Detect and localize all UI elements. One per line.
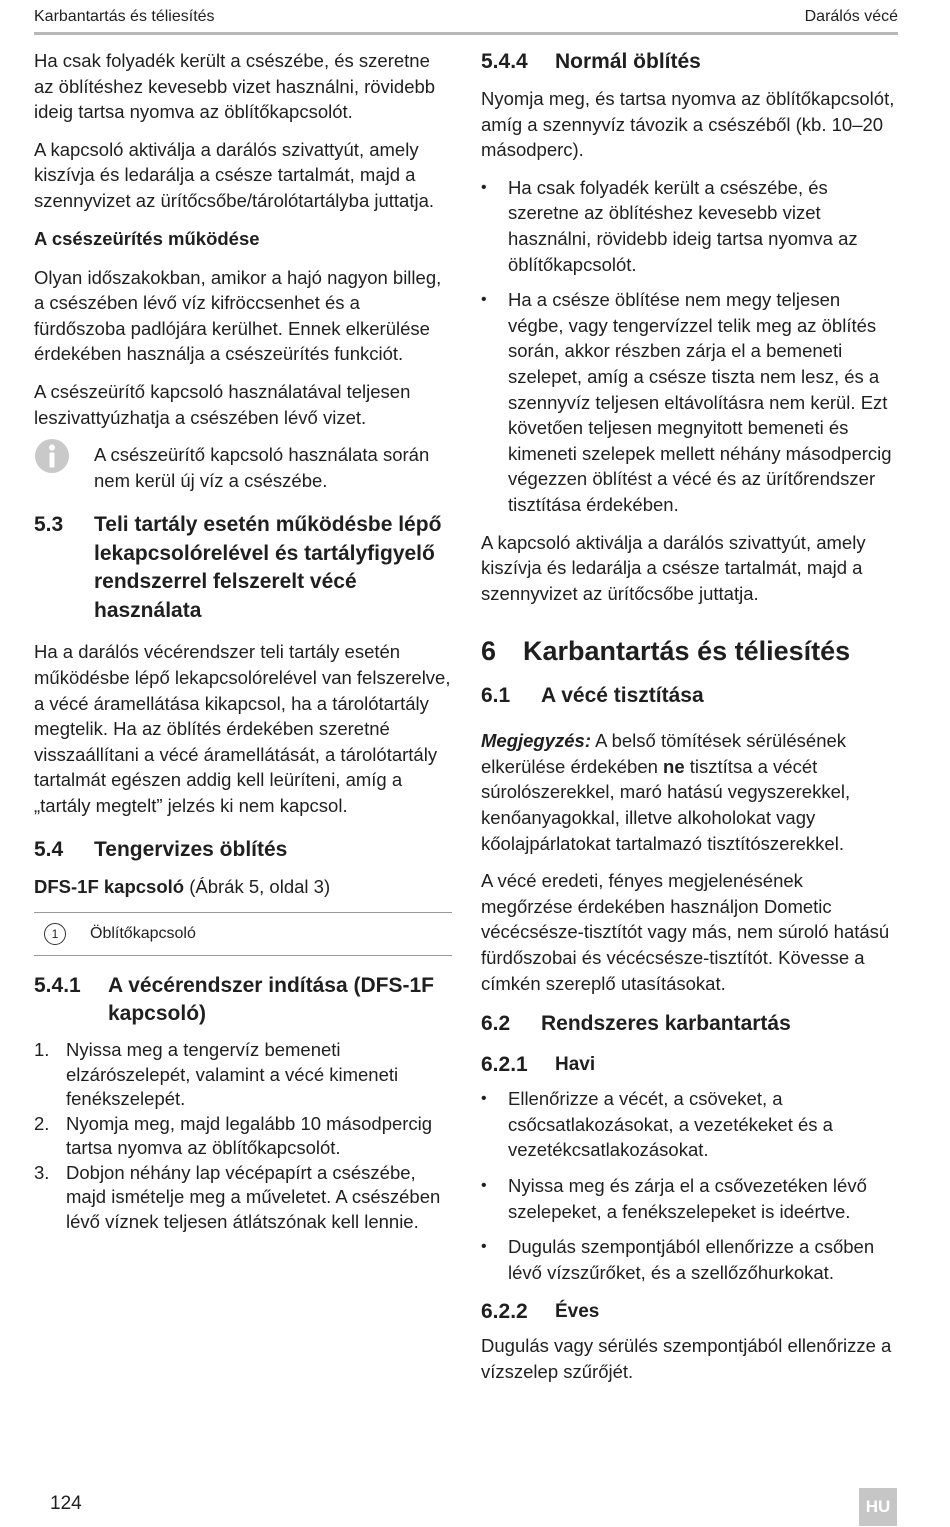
- section-title: Rendszeres karbantartás: [541, 1012, 791, 1036]
- bullet-dot: •: [481, 1177, 487, 1194]
- chapter-number: 6: [481, 636, 497, 667]
- paragraph: A kapcsoló aktiválja a darálós szivattyút, amely kiszívja és ledarálja a csésze tartalmát, majd a szennyvizet az ürítőcsőbe juttatja.: [481, 531, 866, 604]
- list-item: [34, 1112, 452, 1161]
- bullet-dot: •: [481, 178, 487, 196]
- switch-name: DFS-1F kapcsoló: [34, 876, 185, 898]
- bullet-text: Dugulás szempontjából ellenőrizze a csőben lévő vízszűrőket, és a szellőzőhurkokat.: [508, 1236, 875, 1283]
- legend-number: 1: [44, 923, 66, 945]
- language-badge: HU: [859, 1488, 897, 1526]
- step-text: Nyissa meg a tengervíz bemeneti elzárószelepét, valamint a vécé kimeneti fenékszelepét.: [66, 1039, 399, 1110]
- section-6-2-1-heading: [481, 1052, 899, 1078]
- flush-bullets: [481, 175, 899, 518]
- paragraph: A vécé eredeti, fényes megjelenésének megőrzése érdekében használjon Dometic vécécsésze-tisztítót vagy más, nem súroló hatású fürdőszobai és vécécsésze-tisztítót. Kövesse a címkén szereplő utasításokat.: [481, 870, 890, 994]
- figure-reference: [34, 874, 452, 900]
- figure-ref-text: (Ábrák 5, oldal 3): [184, 876, 331, 898]
- legend-label: Öblítőkapcsoló: [90, 925, 196, 943]
- list-item: [34, 1161, 452, 1235]
- bullet-dot: •: [481, 1090, 487, 1108]
- bullet-text: Ellenőrizze a vécét, a csöveket, a csőcsatlakozásokat, a vezetékeket és a vezetékcsatlakozásokat.: [508, 1088, 833, 1161]
- left-column: [34, 48, 452, 1234]
- info-note: [34, 442, 452, 493]
- note-label: Megjegyzés:: [481, 730, 592, 752]
- list-item: [481, 1086, 899, 1163]
- section-number: 6.2: [481, 1012, 511, 1036]
- section-title: Teli tartály esetén működésbe lépő lekapcsolórelével és tartályfigyelő rendszerrel felszerelt vécé használata: [94, 513, 442, 622]
- section-6-2-2-heading: [481, 1299, 899, 1325]
- page-number: 124: [50, 1493, 82, 1514]
- section-title: Normál öblítés: [555, 50, 701, 73]
- paragraph: Ha a darálós vécérendszer teli tartály esetén működésbe lépő lekapcsolórelével van felszerelve, a vécé áramellátása kikapcsol, ha a tárolótartály megtelik. Ha az öblítés érdekében szeretné visszaállítani a vécé áramellátását, a tárolótartály tartalmát egészen addig kell leüríteni, amíg a „tartály megtelt” jelzés ki nem kapcsol.: [34, 641, 451, 816]
- list-item: [34, 1038, 452, 1112]
- info-icon: [34, 438, 70, 474]
- paragraph: A csészeürítő kapcsoló használatával teljesen leszivattyúzhatja a csészében lévő vizet.: [34, 380, 411, 428]
- section-6-2-heading: [481, 1010, 899, 1038]
- step-number: 2.: [34, 1112, 50, 1134]
- list-item: [481, 1173, 899, 1224]
- section-number: 5.4: [34, 838, 64, 862]
- step-number: 1.: [34, 1039, 50, 1061]
- note-text: A csészeürítő kapcsoló használata során nem kerül új víz a csészébe.: [94, 444, 430, 491]
- section-title: Éves: [555, 1301, 600, 1323]
- component-legend: [34, 912, 452, 956]
- bullet-text: Ha a csésze öblítése nem megy teljesen végbe, vagy tengervízzel telik meg az öblítés során, akkor részben zárja el a bemeneti szelepet, amíg a csésze tiszta nem lesz, és a szennyvíz teljesen eltávolításra nem kerül. Ezt követően teljesen megnyitott bemeneti és kimeneti szelepek mellett néhány másodpercig végezzen öblítést a vécé és az ürítőrendszer tisztítása érdekében.: [508, 289, 892, 515]
- section-6-1-heading: [481, 682, 899, 710]
- section-5-4-heading: [34, 836, 452, 864]
- bullet-text: Ha csak folyadék került a csészébe, és szeretne az öblítéshez kevesebb vizet használni, rövidebb ideig tartsa nyomva az öblítőkapcsolót.: [508, 176, 858, 275]
- list-item: [481, 175, 899, 277]
- list-item: [481, 1234, 899, 1285]
- chapter-title: Karbantartás és téliesítés: [523, 636, 851, 667]
- step-number: 3.: [34, 1161, 50, 1183]
- section-number: 6.1: [481, 684, 511, 708]
- bullet-text: Nyissa meg és zárja el a csővezetéken lévő szelepeket, a fenékszelepeket is ideértve.: [508, 1175, 867, 1222]
- paragraph: Dugulás vagy sérülés szempontjából ellenőrizze a vízszelep szűrőjét.: [481, 1335, 892, 1382]
- note-text: A belső tömítések sérülésének elkerülése érdekében: [481, 730, 847, 777]
- paragraph: Olyan időszakokban, amikor a hajó nagyon billeg, a csészében lévő víz kifröccsenhet és a fürdőszoba padlójára kerülhet. Ennek elkerülése érdekében használja a csészeürítés funkciót.: [34, 266, 442, 365]
- cleaning-note: [481, 728, 899, 856]
- section-number: 5.4.4: [481, 50, 528, 73]
- monthly-bullets: [481, 1086, 899, 1285]
- step-text: Dobjon néhány lap vécépapírt a csészébe, majd ismételje meg a műveletet. A csészében lévő víznek teljesen átlátszónak kell lennie.: [66, 1161, 441, 1232]
- header-chapter: Karbantartás és téliesítés: [34, 8, 215, 25]
- section-title: A vécérendszer indítása (DFS-1F kapcsoló): [108, 974, 434, 1026]
- chapter-6-heading: [481, 634, 899, 668]
- paragraph: Nyomja meg, és tartsa nyomva az öblítőkapcsolót, amíg a szennyvíz távozik a csészéből (kb. 10–20 másodperc).: [481, 88, 895, 161]
- subheading-bowl-empty: A csészeürítés működése: [34, 227, 260, 249]
- step-text: Nyomja meg, majd legalább 10 másodpercig tartsa nyomva az öblítőkapcsolót.: [66, 1112, 433, 1159]
- section-title: Tengervizes öblítés: [94, 838, 288, 862]
- list-item: [481, 287, 899, 517]
- right-column: [481, 48, 899, 1397]
- section-number: 5.3: [34, 513, 64, 537]
- section-number: 5.4.1: [34, 974, 81, 998]
- section-5-3-heading: [34, 511, 452, 625]
- bullet-dot: •: [481, 1238, 487, 1256]
- start-steps-list: [34, 1038, 452, 1234]
- bullet-dot: •: [481, 291, 487, 309]
- page-header: [34, 6, 898, 35]
- note-text: tisztítsa a vécét súrolószerekkel, maró hatású vegyszerekkel, kenőanyagokkal, illetve alkoholokat vagy kőolajpárlatokat tartalmazó tisztítószerekkel.: [481, 755, 851, 854]
- section-title: Havi: [555, 1054, 596, 1076]
- note-emphasis: ne: [663, 755, 685, 777]
- header-product: Darálós vécé: [804, 8, 898, 25]
- paragraph: Ha csak folyadék került a csészébe, és szeretne az öblítéshez kevesebb vizet használni, rövidebb ideig tartsa nyomva az öblítőkapcsolót.: [34, 50, 436, 123]
- section-number: 6.2.1: [481, 1053, 528, 1077]
- paragraph: A kapcsoló aktiválja a darálós szivattyút, amely kiszívja és ledarálja a csésze tartalmát, majd a szennyvizet az ürítőcsőbe/tárolótartályba juttatja.: [34, 138, 435, 211]
- section-5-4-1-heading: [34, 972, 452, 1028]
- section-5-4-4-heading: [481, 48, 899, 76]
- section-number: 6.2.2: [481, 1300, 528, 1324]
- section-title: A vécé tisztítása: [541, 684, 704, 708]
